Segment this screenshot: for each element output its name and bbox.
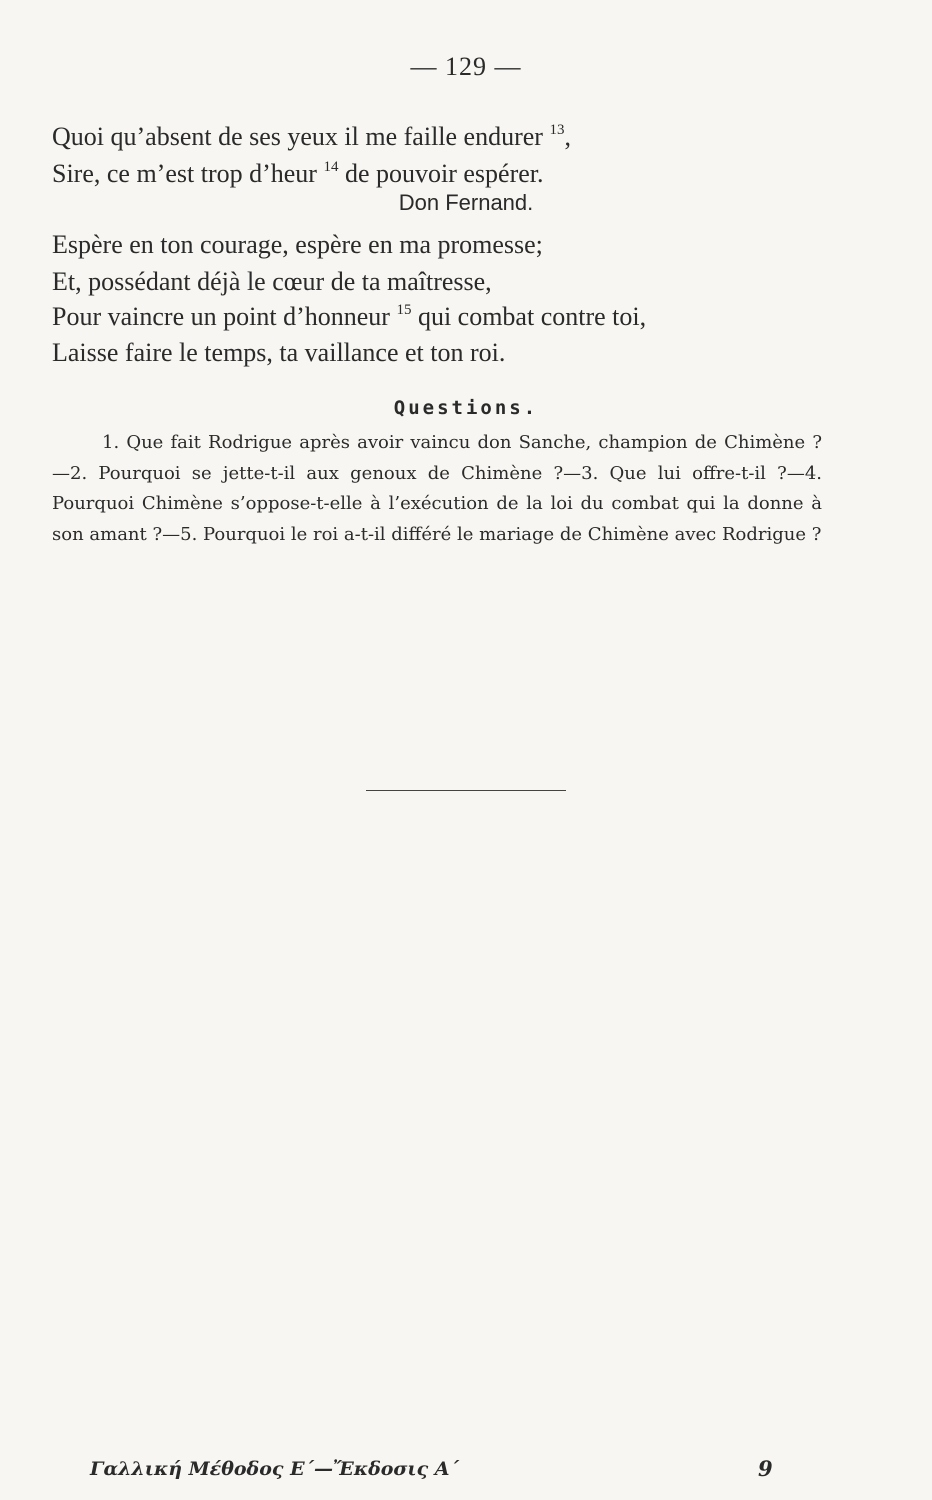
footnote-marker: 15: [396, 302, 412, 318]
questions-paragraph: 1. Que fait Rodrigue après avoir vaincu don Sanche, champion de Chimène ?—2. Pourquoi se jette-t-il aux genoux de Chimène ?—3. Que lui offre-t-il ?—4. Pourquoi Chimène s’oppose-t-elle à l’exécution de la loi du combat qui la donne à son amant ?—5. Pourquoi le roi a-t-il différé le mariage de Chimène avec Rodrigue ?: [52, 432, 822, 545]
verse-tail: ,: [564, 122, 571, 151]
verse-line-2: [52, 155, 872, 192]
verse-tail: qui combat contre toi,: [411, 302, 647, 331]
verse-text: Pour vaincre un point d’honneur: [52, 302, 390, 331]
verse-text: Quoi qu’absent de ses yeux il me faille endurer: [52, 122, 543, 151]
footer-signature-number: 9: [758, 1456, 773, 1481]
verse-text: Et, possédant déjà le cœur de ta maîtresse,: [52, 267, 492, 296]
section-divider: [366, 790, 566, 791]
verse-line-6: [52, 334, 872, 371]
questions-heading: Questions.: [393, 397, 539, 419]
verse-line-4: [52, 263, 872, 300]
footnote-marker: 14: [323, 159, 339, 175]
footer-book-title: Γαλλική Μέθοδος Ε΄—Ἔκδοσις Α΄: [90, 1458, 460, 1480]
footnote-marker: 13: [549, 122, 565, 138]
page-number: — 129 —: [410, 52, 522, 81]
speaker-name: Don Fernand.: [398, 190, 534, 215]
verse-text: Sire, ce m’est trop d’heur: [52, 159, 317, 188]
verse-text: Laisse faire le temps, ta vaillance et ton roi.: [52, 338, 506, 367]
verse-tail: de pouvoir espérer.: [338, 159, 544, 188]
verse-line-3: [52, 226, 872, 263]
verse-line-5: [52, 298, 872, 335]
verse-text: Espère en ton courage, espère en ma promesse;: [52, 230, 543, 259]
verse-line-1: [52, 118, 872, 155]
